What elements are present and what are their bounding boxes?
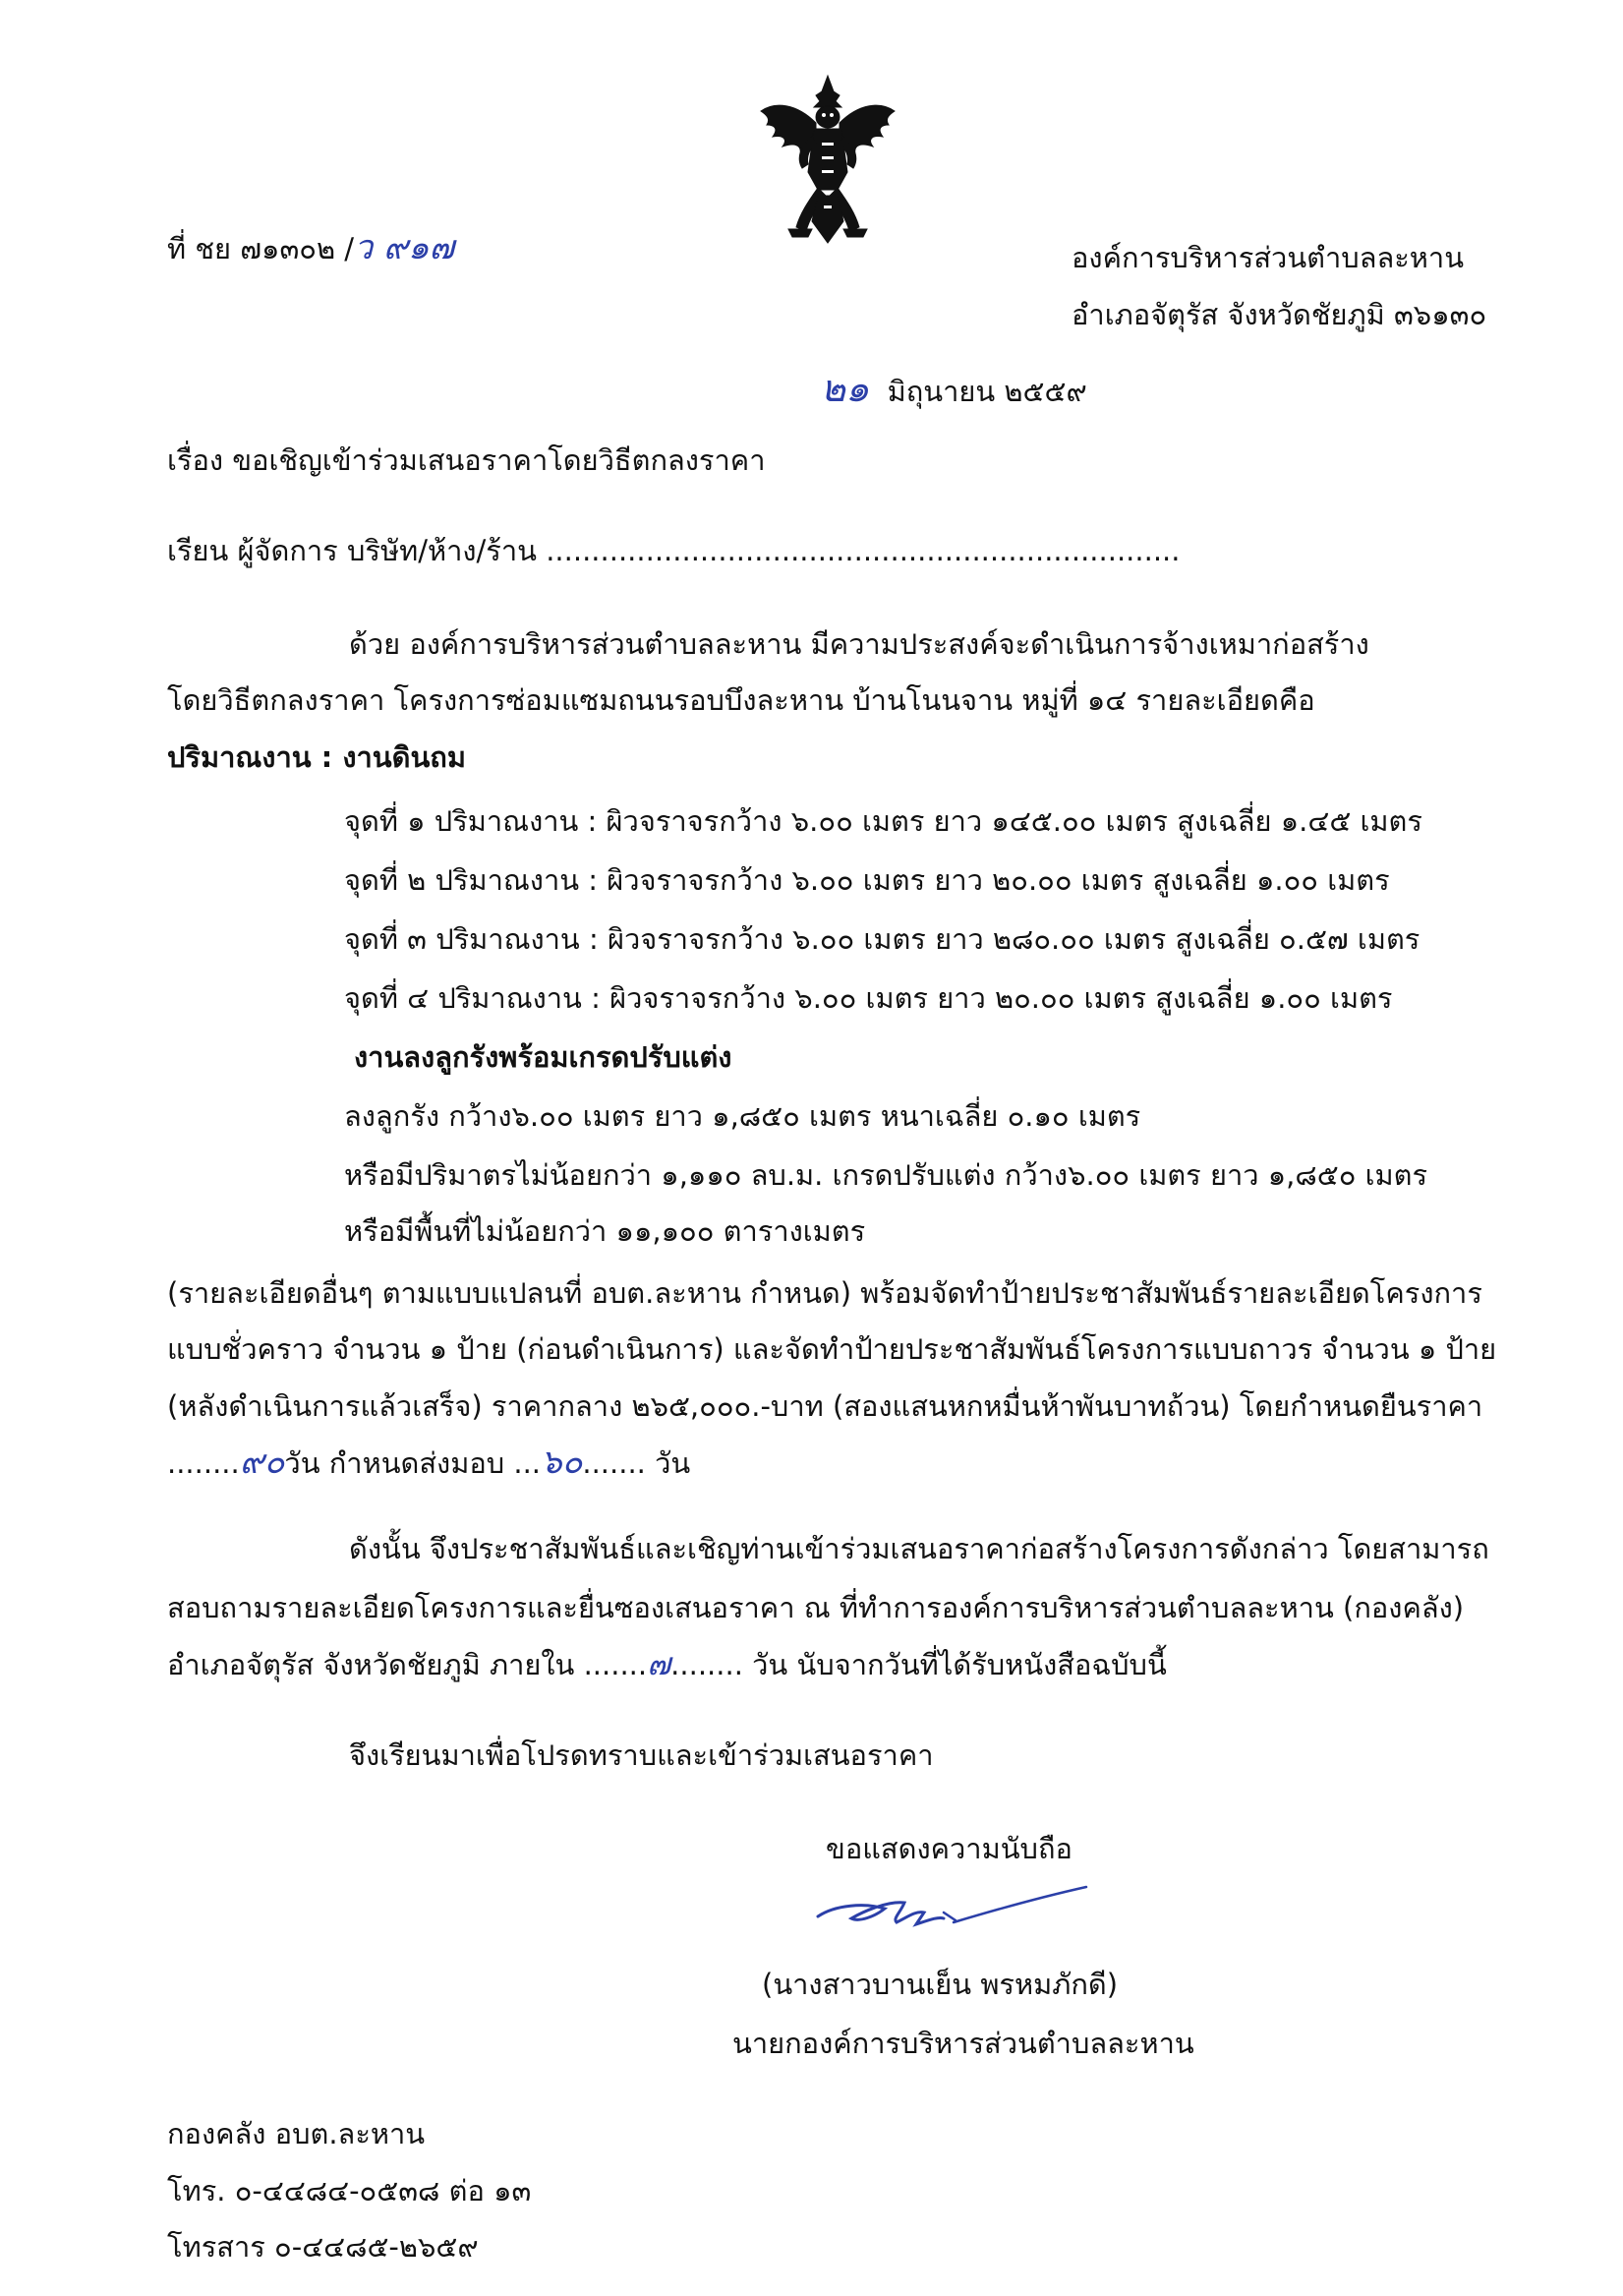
handwritten-signature: [806, 1883, 1091, 1942]
therefore-line-2: สอบถามรายละเอียดโครงการและยื่นซองเสนอราคา ณ ที่ทำการองค์การบริหารส่วนตำบลละหาน (กองคลัง): [167, 1591, 1465, 1624]
therefore-line-3: [167, 1644, 1167, 1684]
point-item-1: จุดที่ ๑ ปริมาณงาน : ผิวจราจรกว้าง ๖.๐๐ เมตร ยาว ๑๔๕.๐๐ เมตร สูงเฉลี่ย ๑.๔๕ เมตร: [344, 804, 1422, 838]
signatory-position: นายกองค์การบริหารส่วนตำบลละหาน: [732, 2027, 1194, 2060]
date-month-year: มิถุนายน ๒๕๕๙: [887, 375, 1087, 408]
footer-fax: โทรสาร ๐-๔๔๘๕-๒๖๕๙: [167, 2230, 479, 2264]
recipient-line: เรียน ผู้จัดการ บริษัท/ห้าง/ร้าน ......................................................................: [167, 534, 1181, 567]
gravel-line-3: หรือมีพื้นที่ไม่น้อยกว่า ๑๑,๑๐๐ ตารางเมตร: [344, 1214, 866, 1248]
quantity-heading: ปริมาณงาน : งานดินถม: [167, 740, 466, 774]
gravel-heading: งานลงลูกรังพร้อมเกรดปรับแต่ง: [354, 1040, 732, 1074]
garuda-emblem-icon: [757, 74, 899, 246]
point-item-3: จุดที่ ๓ ปริมาณงาน : ผิวจราจรกว้าง ๖.๐๐ เมตร ยาว ๒๘๐.๐๐ เมตร สูงเฉลี่ย ๐.๕๗ เมตร: [344, 922, 1420, 956]
detail-line-2: แบบชั่วคราว จำนวน ๑ ป้าย (ก่อนดำเนินการ) และจัดทำป้ายประชาสัมพันธ์โครงการแบบถาวร จำนวน ๑ ป้าย: [167, 1332, 1497, 1366]
delivery-days-suffix: ....... วัน: [582, 1446, 691, 1480]
price-days-handwritten: ๙๐: [239, 1442, 285, 1482]
price-delivery-line: [167, 1442, 690, 1483]
price-days-prefix: ........: [167, 1446, 240, 1480]
price-days-label: วัน กำหนดส่งมอบ ...: [284, 1446, 542, 1480]
detail-line-1: (รายละเอียดอื่นๆ ตามแบบแปลนที่ อบต.ละหาน กำหนด) พร้อมจัดทำป้ายประชาสัมพันธ์รายละเอียดโครงการ: [167, 1276, 1482, 1310]
ref-number-handwritten: ว ๙๑๗: [354, 228, 455, 267]
response-days-handwritten: ๗: [647, 1645, 671, 1682]
therefore-line-3a: อำเภอจัตุรัส จังหวัดชัยภูมิ ภายใน .......: [167, 1648, 648, 1681]
point-item-2: จุดที่ ๒ ปริมาณงาน : ผิวจราจรกว้าง ๖.๐๐ เมตร ยาว ๒๐.๐๐ เมตร สูงเฉลี่ย ๑.๐๐ เมตร: [344, 863, 1390, 897]
respect-line: ขอแสดงความนับถือ: [826, 1832, 1072, 1865]
intro-line-1: ด้วย องค์การบริหารส่วนตำบลละหาน มีความประสงค์จะดำเนินการจ้างเหมาก่อสร้าง: [349, 627, 1369, 661]
letter-date: [821, 369, 1087, 411]
org-name: องค์การบริหารส่วนตำบลละหาน: [1072, 241, 1465, 274]
ref-number: [167, 228, 454, 268]
date-day-handwritten: ๒๑: [821, 367, 870, 410]
gravel-line-2: หรือมีปริมาตรไม่น้อยกว่า ๑,๑๑๐ ลบ.ม. เกรดปรับแต่ง กว้าง๖.๐๐ เมตร ยาว ๑,๘๕๐ เมตร: [344, 1158, 1428, 1192]
detail-line-3: (หลังดำเนินการแล้วเสร็จ) ราคากลาง ๒๖๕,๐๐๐.-บาท (สองแสนหกหมื่นห้าพันบาทถ้วน) โดยกำหนดยืนราคา: [167, 1389, 1483, 1423]
org-address: อำเภอจัตุรัส จังหวัดชัยภูมิ ๓๖๑๓๐: [1072, 298, 1487, 331]
therefore-line-1: ดังนั้น จึงประชาสัมพันธ์และเชิญท่านเข้าร่วมเสนอราคาก่อสร้างโครงการดังกล่าว โดยสามารถ: [349, 1532, 1489, 1565]
subject-line: เรื่อง ขอเชิญเข้าร่วมเสนอราคาโดยวิธีตกลงราคา: [167, 443, 766, 477]
point-item-4: จุดที่ ๔ ปริมาณงาน : ผิวจราจรกว้าง ๖.๐๐ เมตร ยาว ๒๐.๐๐ เมตร สูงเฉลี่ย ๑.๐๐ เมตร: [344, 981, 1393, 1015]
ref-number-printed: ที่ ชย ๗๑๓๐๒ /: [167, 232, 355, 265]
footer-division: กองคลัง อบต.ละหาน: [167, 2117, 426, 2150]
footer-phone: โทร. ๐-๔๔๘๔-๐๕๓๘ ต่อ ๑๓: [167, 2174, 532, 2208]
signatory-name: (นางสาวบานเย็น พรหมภักดี): [762, 1968, 1119, 2001]
intro-line-2: โดยวิธีตกลงราคา โครงการซ่อมแซมถนนรอบบึงละหาน บ้านโนนจาน หมู่ที่ ๑๔ รายละเอียดคือ: [167, 683, 1315, 717]
therefore-line-3b: ........ วัน นับจากวันที่ได้รับหนังสือฉบับนี้: [670, 1648, 1167, 1681]
delivery-days-handwritten: ๖๐: [541, 1442, 583, 1482]
gravel-line-1: ลงลูกรัง กว้าง๖.๐๐ เมตร ยาว ๑,๘๕๐ เมตร หนาเฉลี่ย ๐.๑๐ เมตร: [344, 1099, 1141, 1133]
closing-line: จึงเรียนมาเพื่อโปรดทราบและเข้าร่วมเสนอราคา: [349, 1738, 934, 1772]
